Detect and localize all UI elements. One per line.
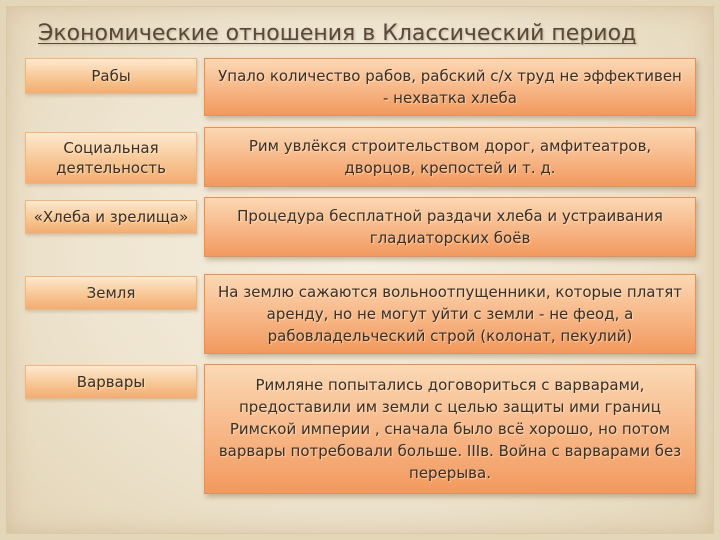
row-text-social-activity: Рим увлёкся строительством дорог, амфитеатров, дворцов, крепостей и т. д. [204,127,696,187]
row-text-barbarians: Римляне попытались договориться с варварами, предоставили им земли с целью защиты ими границ Римской империи , сначала было всё хорошо, но потом варвары потребовали больше. IIIв. Война с варварами без перерыва. [204,364,696,494]
row-label-social-activity: Социальная деятельность [25,132,197,184]
row-text-slaves: Упало количество рабов, рабский с/х труд не эффективен - нехватка хлеба [204,58,696,116]
row-label-barbarians: Варвары [25,365,197,399]
slide-title: Экономические отношения в Классический период [38,21,637,46]
row-label-land: Земля [25,276,197,310]
row-text-land: На землю сажаются вольноотпущенники, которые платят аренду, но не могут уйти с земли - не феод, а рабовладельческий строй (колонат, пекулий) [204,274,696,354]
row-label-slaves: Рабы [25,58,197,94]
row-text-bread-and-circuses: Процедура бесплатной раздачи хлеба и устраивания гладиаторских боёв [204,197,696,257]
row-label-bread-and-circuses: «Хлеба и зрелища» [25,200,197,234]
